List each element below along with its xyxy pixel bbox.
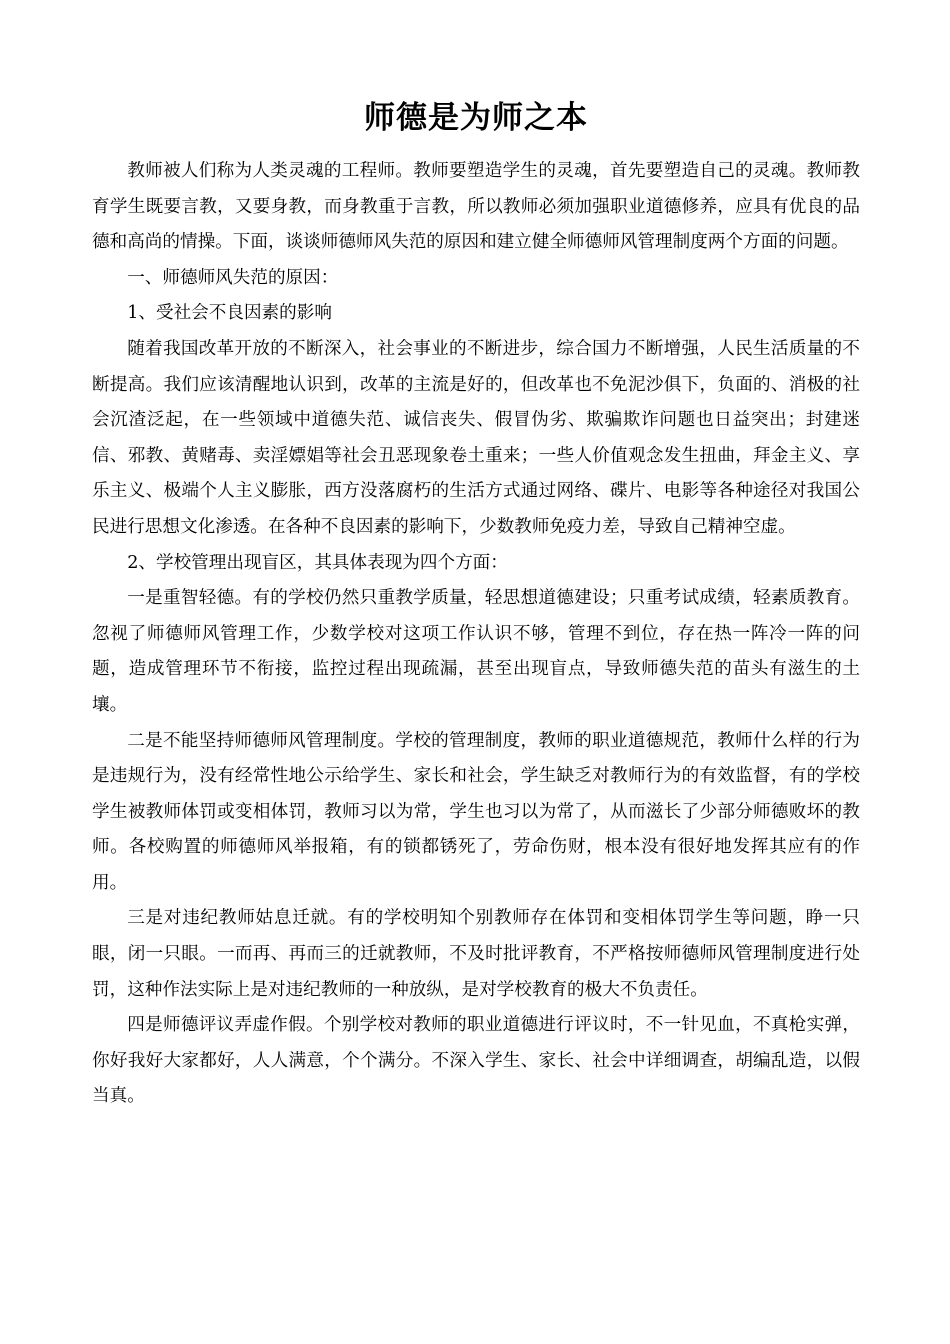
document-title: 师德是为师之本 (364, 100, 588, 136)
paragraph-intro: 教师被人们称为人类灵魂的工程师。教师要塑造学生的灵魂，首先要塑造自己的灵魂。教师教育学生既要言教，又要身教，而身教重于言教，所以教师必须加强职业道德修养，应具有优良的品德和高尚的情操。下面，谈谈师德师风失范的原因和建立健全师德师风管理制度两个方面的问题。 (92, 161, 860, 253)
paragraph-point-four: 四是师德评议弄虚作假。个别学校对教师的职业道德进行评议时，不一针见血，不真枪实弹，你好我好大家都好，人人满意，个个满分。不深入学生、家长、社会中详细调查，胡编乱造，以假当真。 (92, 1015, 860, 1107)
paragraph-point-three: 三是对违纪教师姑息迁就。有的学校明知个别教师存在体罚和变相体罚学生等问题，睁一只眼，闭一只眼。一而再、再而三的迁就教师，不及时批评教育，不严格按师德师风管理制度进行处罚，这种作法实际上是对违纪教师的一种放纵，是对学校教育的极大不负责任。 (92, 908, 860, 1000)
document-page (92, 96, 860, 1115)
subheading-social-factors: 1、受社会不良因素的影响 (127, 303, 332, 324)
paragraph-social-factors: 随着我国改革开放的不断深入，社会事业的不断进步，综合国力不断增强，人民生活质量的不断提高。我们应该清醒地认识到，改革的主流是好的，但改革也不免泥沙俱下，负面的、消极的社会沉渣泛起，在一些领域中道德失范、诚信丧失、假冒伪劣、欺骗欺诈问题也日益突出；封建迷信、邪教、黄赌毒、卖淫嫖娼等社会丑恶现象卷土重来；一些人价值观念发生扭曲，拜金主义、享乐主义、极端个人主义膨胀，西方没落腐朽的生活方式通过网络、碟片、电影等各种途径对我国公民进行思想文化渗透。在各种不良因素的影响下，少数教师免疫力差，导致自己精神空虚。 (92, 338, 860, 537)
subheading-management-blindspots: 2、学校管理出现盲区，其具体表现为四个方面： (127, 552, 508, 573)
paragraph-point-one: 一是重智轻德。有的学校仍然只重教学质量，轻思想道德建设；只重考试成绩，轻素质教育。忽视了师德师风管理工作，少数学校对这项工作认识不够，管理不到位，存在热一阵冷一阵的问题，造成管理环节不衔接，监控过程出现疏漏，甚至出现盲点，导致师德失范的苗头有滋生的土壤。 (92, 588, 860, 715)
paragraph-point-two: 二是不能坚持师德师风管理制度。学校的管理制度，教师的职业道德规范，教师什么样的行为是违规行为，没有经常性地公示给学生、家长和社会，学生缺乏对教师行为的有效监督，有的学校学生被教师体罚或变相体罚，教师习以为常，学生也习以为常了，从而滋长了少部分师德败坏的教师。各校购置的师德师风举报箱，有的锁都锈死了，劳命伤财，根本没有很好地发挥其应有的作用。 (92, 730, 860, 893)
section-heading-causes: 一、师德师风失范的原因： (127, 267, 339, 288)
